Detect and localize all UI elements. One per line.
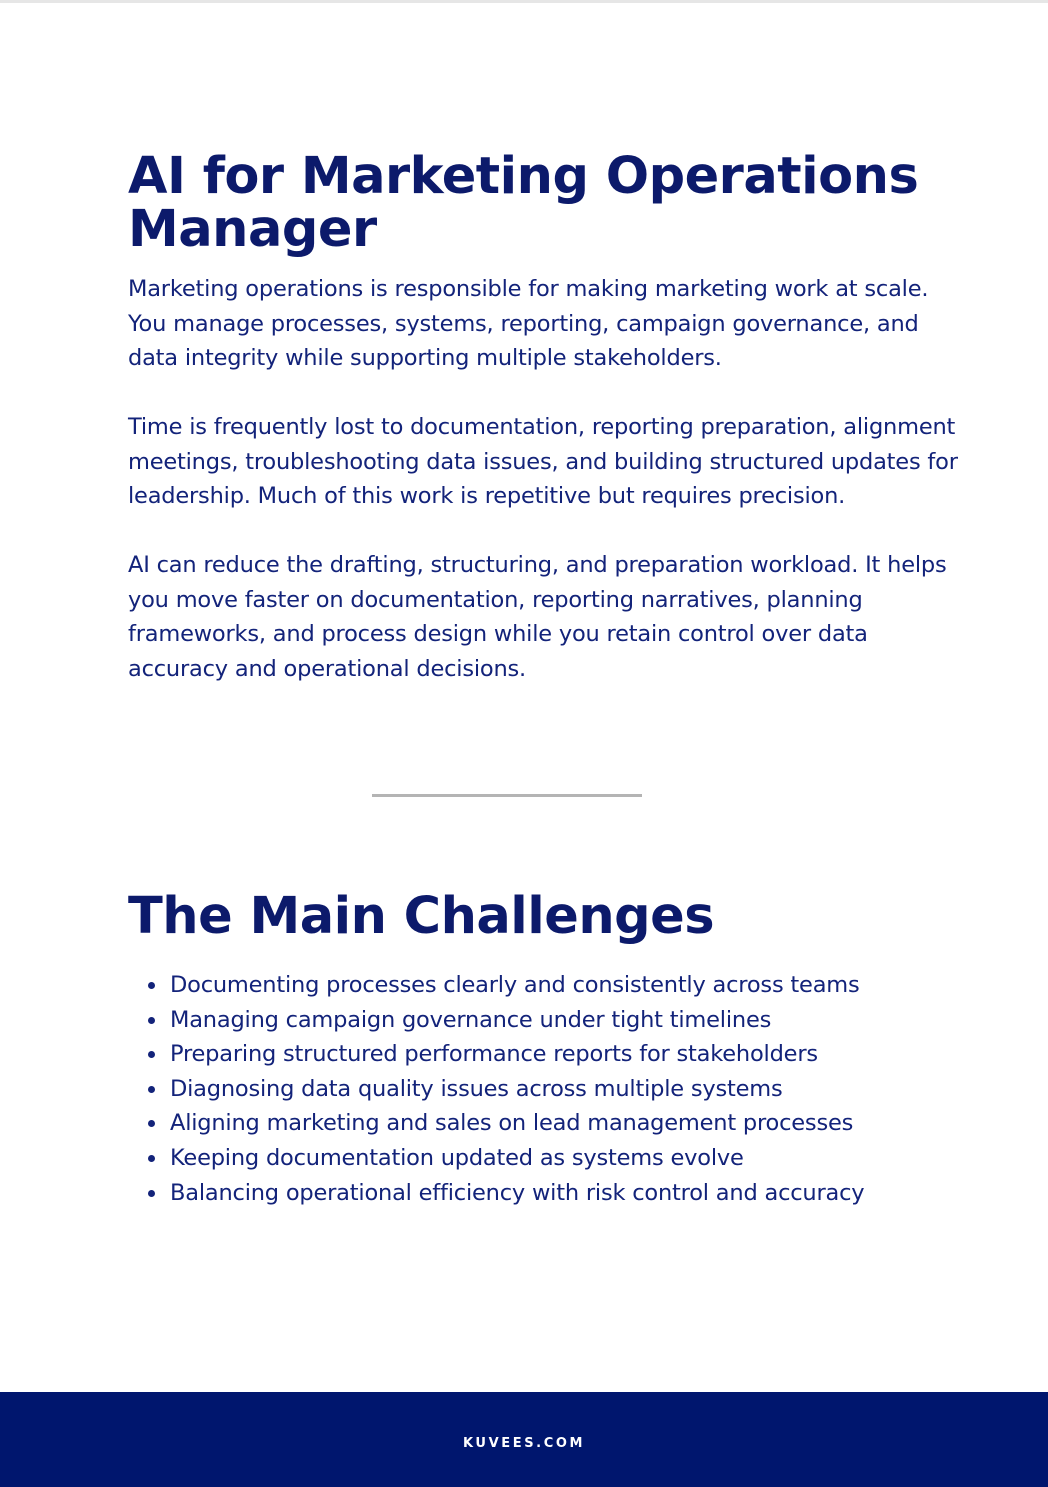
intro-section (128, 147, 958, 721)
bullet-icon (148, 1190, 155, 1197)
list-item-text: Diagnosing data quality issues across multiple systems (170, 1075, 783, 1102)
list-item-text: Documenting processes clearly and consistently across teams (170, 972, 860, 998)
list-item (170, 1106, 958, 1141)
intro-paragraph: Time is frequently lost to documentation, reporting preparation, alignment meetings, troubleshooting data issues, and building structured updates for leadership. Much of this work is repetitive but requires precision. (128, 414, 958, 509)
list-item-text: Keeping documentation updated as systems evolve (170, 1144, 744, 1171)
footer-bar (0, 1392, 1048, 1487)
list-item-text: Aligning marketing and sales on lead management processes (170, 1110, 854, 1137)
list-item (170, 1072, 958, 1107)
list-item (170, 1141, 958, 1176)
bullet-icon (148, 982, 155, 989)
list-item (170, 968, 958, 1003)
top-rule (0, 0, 1048, 3)
bullet-icon (148, 1017, 155, 1024)
challenges-section (128, 886, 958, 1210)
bullet-icon (148, 1120, 155, 1127)
footer-site-link[interactable]: KUVEES.COM (462, 1436, 586, 1451)
list-item (170, 1176, 958, 1211)
page-title: AI for Marketing Operations Manager (128, 147, 919, 259)
intro-paragraph: Marketing operations is responsible for making marketing work at scale. You manage processes, systems, reporting, campaign governance, and data integrity while supporting multiple stakeholders. (128, 276, 929, 371)
challenge-list (128, 968, 958, 1210)
list-item (170, 1037, 958, 1072)
bullet-icon (148, 1051, 155, 1058)
list-item-text: Balancing operational efficiency with risk control and accuracy (170, 1179, 865, 1206)
intro-text (128, 272, 958, 686)
list-item (170, 1003, 958, 1038)
bullet-icon (148, 1086, 155, 1093)
list-item-text: Managing campaign governance under tight timelines (170, 1006, 772, 1033)
section-divider (372, 794, 642, 797)
list-item-text: Preparing structured performance reports for stakeholders (170, 1041, 818, 1068)
intro-paragraph: AI can reduce the drafting, structuring, and preparation workload. It helps you move faster on documentation, reporting narratives, planning frameworks, and process design while you retain control over data accuracy and operational decisions. (128, 552, 947, 682)
section-heading: The Main Challenges (128, 887, 715, 946)
bullet-icon (148, 1155, 155, 1162)
